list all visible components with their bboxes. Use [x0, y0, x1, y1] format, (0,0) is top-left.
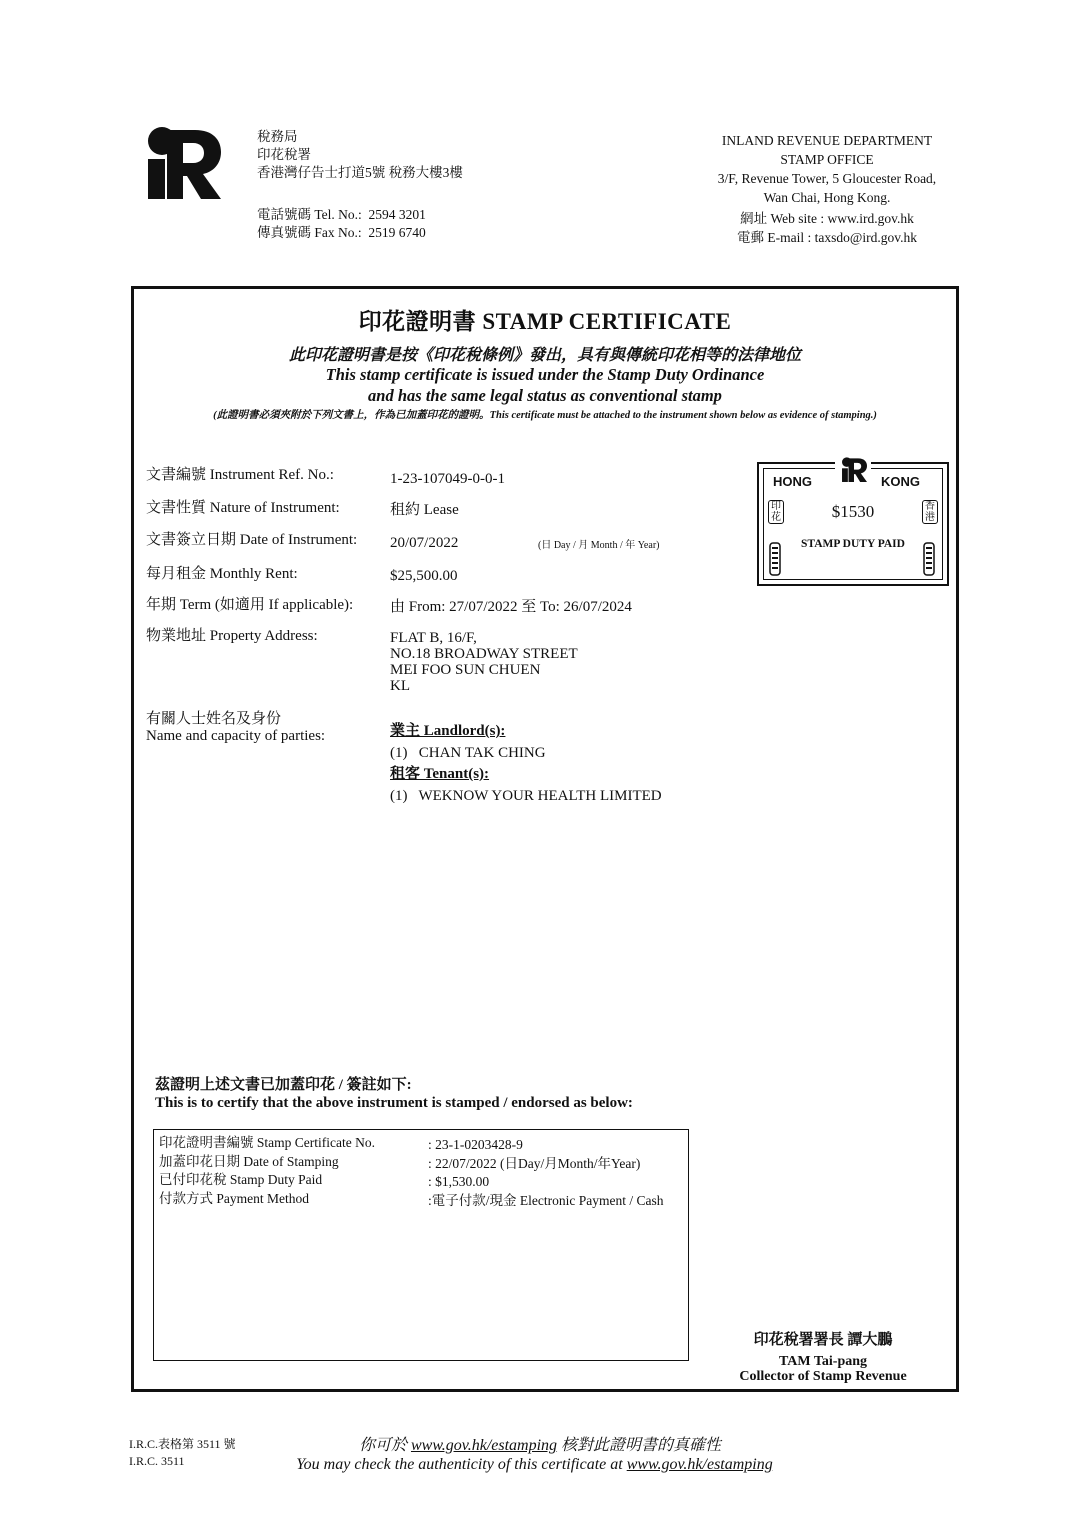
- header-zh-line: 稅務局: [257, 129, 298, 144]
- parties-label: [146, 711, 325, 745]
- header-zh-line: 印花稅署: [257, 147, 311, 162]
- address-block: [390, 630, 578, 694]
- attachment-note: (此證明書必須夾附於下列文書上，作為已加蓋印花的證明。This certificate must be attached to the instrument shown below as evidence of stamping.): [213, 410, 877, 421]
- landlord-heading: 業主 Landlord(s):: [390, 723, 506, 739]
- certify-labels: [159, 1134, 375, 1208]
- stamp-caption: STAMP DUTY PAID: [801, 538, 905, 550]
- payment-method-value: :電子付款/現金 Electronic Payment / Cash: [428, 1192, 664, 1208]
- landlord-entry: (1) CHAN TAK CHING: [390, 744, 546, 761]
- tel-value: 2594 3201: [368, 207, 426, 222]
- duty-paid-value: : $1,530.00: [428, 1174, 490, 1189]
- stamp-left-ornament: [766, 542, 784, 576]
- header-zh-block: [257, 128, 463, 182]
- website: 網址 Web site : www.ird.gov.hk: [740, 211, 914, 226]
- footer-check-zh-pre: 你可於: [358, 1437, 407, 1454]
- stamp-left-glyph: 印花: [768, 500, 784, 524]
- ref-label: 文書編號 Instrument Ref. No.:: [146, 467, 334, 483]
- stamping-date-label: 加蓋印花日期 Date of Stamping: [159, 1153, 339, 1169]
- rent-label: 每月租金 Monthly Rent:: [146, 566, 298, 582]
- parties-label-en: Name and capacity of parties:: [146, 728, 326, 744]
- stamp-logo-icon: [837, 457, 871, 483]
- tenant-entry: (1) WEKNOW YOUR HEALTH LIMITED: [390, 787, 662, 804]
- form-number-en: I.R.C. 3511: [129, 1454, 185, 1468]
- stamp-kong: KONG: [881, 474, 920, 489]
- certify-heading-zh: 茲證明上述文書已加蓋印花 / 簽註如下:: [155, 1077, 412, 1093]
- footer-check-zh-post: 核對此證明書的真確性: [561, 1437, 722, 1454]
- address-line: FLAT B, 16/F,: [390, 630, 477, 646]
- collector-title-zh: 印花稅署署長 譚大鵬: [753, 1332, 893, 1348]
- email: 電郵 E-mail : taxsdo@ird.gov.hk: [737, 230, 917, 245]
- nature-value: 租約 Lease: [390, 502, 459, 518]
- stamp-amount: $1530: [831, 502, 875, 521]
- header-en-line: INLAND REVENUE DEPARTMENT: [721, 133, 933, 148]
- term-label: 年期 Term (如適用 If applicable):: [146, 597, 354, 613]
- stamp-right-ornament: [920, 542, 938, 576]
- rent-value: $25,500.00: [390, 568, 458, 584]
- duty-paid-label: 已付印花稅 Stamp Duty Paid: [159, 1172, 323, 1187]
- form-number-zh: I.R.C.表格第 3511 號: [129, 1437, 236, 1451]
- certificate-no-label: 印花證明書編號 Stamp Certificate No.: [159, 1135, 375, 1150]
- estamping-link-en[interactable]: www.gov.hk/estamping: [626, 1456, 773, 1473]
- stamping-date-value: : 22/07/2022 (日Day/月Month/年Year): [428, 1155, 641, 1171]
- stamp-right-glyph: 香港: [922, 500, 938, 524]
- nature-label: 文書性質 Nature of Instrument:: [146, 500, 340, 516]
- tenant-heading: 租客 Tenant(s):: [390, 766, 490, 782]
- parties-block: [390, 721, 662, 807]
- certificate-title: 印花證明書 STAMP CERTIFICATE: [358, 309, 732, 334]
- header-en-line: 3/F, Revenue Tower, 5 Gloucester Road,: [717, 171, 937, 186]
- subtitle-en-2: and has the same legal status as conventional stamp: [368, 386, 722, 405]
- ird-logo: [143, 126, 223, 202]
- certify-values: [428, 1136, 663, 1210]
- address-line: KL: [390, 678, 410, 694]
- ref-value: 1-23-107049-0-0-1: [390, 471, 505, 487]
- fax-value: 2519 6740: [368, 225, 426, 240]
- payment-method-label: 付款方式 Payment Method: [159, 1190, 309, 1206]
- address-line: NO.18 BROADWAY STREET: [390, 646, 578, 662]
- date-label: 文書簽立日期 Date of Instrument:: [146, 532, 358, 548]
- header-en-block: [677, 131, 977, 247]
- header-zh-line: 香港灣仔告士打道5號 稅務大樓3樓: [257, 165, 463, 180]
- tel-label: 電話號碼 Tel. No.:: [257, 207, 362, 222]
- footer-check-en: [0, 1456, 1069, 1474]
- date-format-hint: (日 Day / 月 Month / 年 Year): [538, 540, 660, 551]
- header-contact: [257, 206, 426, 242]
- certificate-no-value: : 23-1-0203428-9: [428, 1137, 523, 1152]
- fax-label: 傳真號碼 Fax No.:: [257, 225, 362, 240]
- collector-title-en: Collector of Stamp Revenue: [739, 1369, 907, 1384]
- header-en-line: STAMP OFFICE: [780, 152, 874, 167]
- subtitle-zh: 此印花證明書是按《印花稅條例》發出，具有與傳統印花相等的法律地位: [288, 347, 801, 364]
- footer-check-zh: [0, 1432, 1080, 1455]
- term-value: 由 From: 27/07/2022 至 To: 26/07/2024: [390, 599, 632, 615]
- date-value: 20/07/2022: [390, 535, 459, 551]
- estamping-link-zh[interactable]: www.gov.hk/estamping: [410, 1437, 558, 1454]
- subtitle-en-1: This stamp certificate is issued under the Stamp Duty Ordinance: [325, 365, 765, 384]
- parties-label-zh: 有關人士姓名及身份: [146, 711, 282, 727]
- header-en-line: Wan Chai, Hong Kong.: [763, 190, 891, 205]
- certify-heading-en: This is to certify that the above instrument is stamped / endorsed as below:: [155, 1095, 633, 1111]
- address-label: 物業地址 Property Address:: [146, 628, 318, 644]
- address-line: MEI FOO SUN CHUEN: [390, 662, 541, 678]
- footer-check-en-pre: You may check the authenticity of this certificate at: [296, 1456, 623, 1473]
- stamp-hong: HONG: [773, 474, 812, 489]
- collector-name-en: TAM Tai-pang: [778, 1354, 868, 1369]
